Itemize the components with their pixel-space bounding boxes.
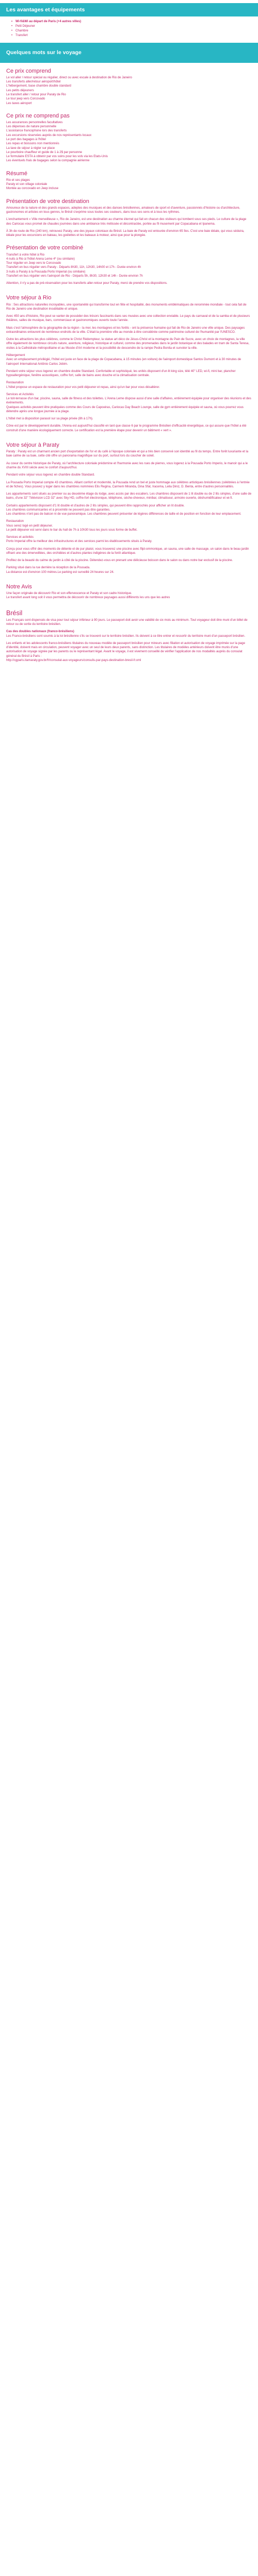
paragraph: Attention, il n'y a pas de pré-réservation pour les transferts aller-retour pour Paraty, merci de prendre vos dispositions. [6, 282, 168, 285]
paragraph: Restauration [6, 520, 24, 523]
section-heading: Présentation de votre combiné [6, 245, 84, 251]
section-heading: Ce prix ne comprend pas [6, 112, 70, 119]
paragraph: Le petit déjeuner est servi dans le bar du hall de 7h à 10h30 tous les jours sous forme de buffet. [6, 528, 138, 532]
paragraph: Avec 450 ans d'histoire, Rio peut se vanter de posséder des trésors fascinants dans ses musées avec une collection enviable. Le pays du carnaval et de la samba et de plusieurs théâtres, salles de musique, bars, commerciaux et gastronomiques ouverts toute l'année. [6, 315, 250, 323]
paragraph: Tour régulier en Jeep vers le Corcovado [6, 262, 61, 265]
paragraph: Le port des bagages à l'hôtel [6, 138, 46, 142]
paragraph: Les assurances personnelles facultatives [6, 121, 63, 124]
paragraph: Rio et ses plages [6, 178, 30, 182]
paragraph: La taxe de séjour à régler sur place [6, 146, 55, 150]
paragraph: Le transfert avant long soit il vous permettra de découvrir de nombreux paysages aussi différents les uns que les autres [6, 596, 170, 600]
paragraph: Une façon originale de découvrir Rio et son effervescence et Paraty et son cadre historique. [6, 592, 132, 596]
paragraph: Pendant votre séjour vous logerez en chambre double Standard. Confortable et sophistiqué, les unités disposent d'un lit king size, télé 40" LED, wi-fi, mini bar, plancher hypoallergénique, fenêtre acoustiques, coffre fort, salle de bains avec douche et la climatisation centrale. [6, 369, 236, 378]
trip-description [0, 68, 258, 663]
page [0, 0, 258, 663]
paragraph: 3 nuits à Paraty à la Pousada Porto Imperial (ou similaire) [6, 270, 86, 274]
paragraph: Transfert à votre hôtel à Rio [6, 253, 45, 257]
consulate-link[interactable]: http://cgparis.itamaraty.gov.br/fr/consulat-aux-voyageurs/consulis-par-pays-destination-bresil-fr.xml [6, 658, 141, 662]
paragraph: Les Français sont dispensés de visa pour tout séjour inférieur à 90 jours. Le passeport doit avoir une validité de six mois au minimum. Tout voyageur doit être muni d'un billet de retour ou de sortie du territoire brésilien. [6, 618, 248, 626]
spacer [6, 191, 252, 194]
section-heading: Présentation de votre destination [6, 198, 89, 205]
paragraph: Services et Activités [6, 393, 34, 396]
paragraph: Amoureux de la nature et des grands espaces, adeptes des musiques et des danses brésiliennes, amateurs de sport et d'aventure, passionnés d'histoire ou d'architecture, gastronomes et artistes en tous genres, le Brésil s'exprime sous toutes ses couleurs, dans tous ses sens et à tous les rythmes. [6, 206, 240, 214]
paragraph [6, 658, 252, 663]
paragraph: Les enfants et les adolescents franco-brésiliens titulaires du nouveau modèle de passeport brésilien pour mineurs avec filiation et autorisation de voyage imprimée sur la page d'identité, doivent mais en circulation, peuvent voyager avec un seul de leurs deux parents, sans distinction. Les titulaires de modèles antérieurs doivent être munis d'une autorisation de voyage signée par les parents ou le représentant légal. Avant le voyage, il est vivement conseillé de vérifier l'application de nos modalités auprès du consulat général du Brésil à Paris : [6, 641, 245, 658]
section-heading: Brésil [6, 609, 23, 617]
paragraph: Transfert en bus régulier vers Paraty - Départs 8h30, 11h, 12h30, 14h00 et 17h - Durée environ 4h [6, 266, 141, 269]
spacer [6, 238, 252, 241]
paragraph: Les chambres n'ont pas de balcon ni de vue panoramique. Les chambres peuvent présenter de légères différences de taille et de position en fonction de leur emplacement. [6, 513, 241, 516]
paragraph: Quelques activités peuvent être pratiquées comme des Cours de Capoeiras, Cariocas Day Beach Lounge, salle de gym entièrement équipée et sauna, où vous pourrez vous détendre après une longue journée à la plage. [6, 405, 244, 413]
paragraph: Hébergement [6, 354, 25, 357]
section-header-avantages [0, 3, 258, 16]
paragraph: Transfert en bus régulier vers l'aéroport de Rio - Départs 5h, 8h30, 12h30 et 14h - Durée environ 7h [6, 274, 143, 278]
bold-label: Cas des doubles nationaux (franco-brésiliens) [6, 630, 74, 634]
paragraph: Les appartements sont situés au premier ou au deuxième étage du lodge, avec accès par des escaliers. Les chambres disposent de 1 lit double ou de 2 lits simples, d'une salle de bains, d'une 32" Télévision LCD 32" avec Sky HD, coffre-fort électronique, téléphone, sèche-cheveux, minibar, climatiseur, armoire ouverte, déshumidificateur et wi-fi. [6, 493, 252, 500]
paragraph: 4 nuits à Rio à l'hôtel Arena Leme 4* (ou similaire) [6, 257, 75, 261]
paragraph: Le toit-terrasse d'un bar, piscine, sauna, salle de fitness et des toilettes. L'Arena Leme dispose aussi d'une salle d'affaires, entièrement équipée pour organiser des réunions et des événements. [6, 397, 251, 405]
paragraph: Les transferts aller/retour aéroport/hôtel [6, 80, 61, 84]
paragraph: Outre les attractions les plus célèbres, comme le Christ Rédempteur, la statue art déco de Jésus-Christ et la montagne du Pain de Sucre, avec un choix de montagnes, la ville offre également de nombreux circuits nature, aventure, religieux, historique et culturel, comme des promenades dans le jardin botanique et des balades en tram de Santa Teresa, visites à la Cathédrale métropolitaine et au Musée d'Art moderne et la possibilité de descendre de la rampe Pedra Bonita et survoler la ville. [6, 338, 250, 350]
paragraph: Conçu pour vous offrir des moments de détente et de pur plaisir, vous trouverez une piscine avec flipt-ommonique, un sauna, une salle de massage, un salon dans le beau jardin offrant une des émerveillées, des orchidées et d'autres plantes indigènes de la forêt atlantique. [6, 547, 249, 555]
paragraph: Les excursions réservées auprès de nos représentants locaux [6, 133, 92, 137]
section-header-voyage [0, 43, 258, 62]
paragraph: L'enchantement « Ville merveilleuse », Rio de Janeiro, est une destination au charme éternel qui fait en chacun des visiteurs qui tombent sous ses pieds. Le culture de la plage des Cariocas vous promet de chaudes journées dans une ambiance très métissée et décontractée, portée au fil musement par Copacabana et Ipanema. [6, 218, 247, 226]
paragraph: L'hôtel propose un espace de restauration pour vos petit déjeuner et repas, ainsi qu'un bar pour vous désaltérer. [6, 385, 160, 389]
paragraph: Le pourboire chauffeur et guide de 1 à 2$ par personne [6, 150, 82, 154]
list-item: • Wi-fi&Wi au départ de Paris (+4 autres villes) [11, 20, 258, 24]
paragraph: Porto Imperial offre la meilleur des infrastructures et des services parmi les établissements situés à Paraty. [6, 540, 152, 544]
paragraph: Les taxes aéroport [6, 101, 32, 105]
paragraph: Les chambres communicantes et à proximité ne peuvent pas être garanties. [6, 508, 110, 512]
paragraph: L'hébergement, base chambre double standard [6, 84, 71, 88]
paragraph: Restauration [6, 381, 24, 385]
paragraph: L'assistance francophone lors des transferts [6, 129, 67, 133]
paragraph: Les repas et boissons non mentionnés [6, 142, 59, 146]
paragraph: La Pousada Porto Imperial compte 43 chambres. Alliant confort et modernité, la Pousada rend un bel et juste hommage aux célèbres artistiques brésiliennes (célébrées à l'entrée et de fiches). Vous pouvez y loger dans les chambres nommées Elis Regina, Carmem Miranda, Dina Sfat, Iracema, Leila Diniz, D. Benta, entre d'autres personnalités. [6, 481, 250, 488]
spacer [6, 574, 252, 580]
spacer [6, 106, 252, 109]
paragraph: Paraty : Paraty est un charmant ancien port d'exportation de l'or et du café à l'époque coloniale et qui a très bien conservé son identité au fil du temps. Entre forêt luxuriante et la baie calme de sa baie, cette cité offre un panorama magnifique sur du port, surtout lors du coucher de soleil. [6, 450, 249, 458]
paragraph: L'hôtel met à disposition parasol sur sa plage privée (8h à 17h). [6, 417, 93, 421]
section-title: Quelques mots sur le voyage [6, 49, 82, 56]
paragraph: Parking situé dans la rue derrière la réception de la Pousada. [6, 566, 90, 570]
spacer [6, 433, 252, 438]
section-heading: Notre Avis [6, 584, 32, 590]
list-item: • Transfert [11, 33, 258, 38]
section-heading: Résumé [6, 170, 27, 177]
paragraph: Les petits déjeuners [6, 89, 34, 92]
paragraph: Les éventuels frais de bagages selon la compagnie aérienne [6, 159, 90, 163]
paragraph: Au coeur du centre historique de Paraty, où l'architecture coloniale prédomine et l'harmonie avec les rues de pierres, vous logerez à la Pousada Porto Imperio, le manoir qui a le charme du XVIII siècle avec le confort d'aujourd'hui. [6, 462, 248, 469]
paragraph: Paraty et son village coloniale [6, 183, 47, 187]
spacer [6, 285, 252, 291]
list-item: • Petit Déjeuner [11, 24, 258, 29]
section-heading: Votre séjour à Paraty [6, 442, 59, 448]
paragraph: Le tour jeep vers Corcovado [6, 97, 45, 101]
paragraph: Pendant votre séjour vous logerez en chambre double Standard. [6, 473, 95, 477]
paragraph: Rio : Ses attractions naturelles incroyables, une spontanéité qui transforme tout en fête et hospitalité, des monuments emblématiques de renommée mondiale - tout cela fait de Rio de Janeiro une destination inoubliable et unique. [6, 303, 247, 311]
paragraph: Avec un emplacement privilégié, l'hôtel est juste en face de la plage de Copacabana, à 15 minutes (en voiture) de l'aéroport domestique Santos Dumont et à 30 minutes de l'aéroport International Antônio Carlos Jobim. [6, 358, 241, 366]
paragraph: À 3h de route de Rio (240 km), retrouvez Paraty, une des joyaux coloniaux du Brésil. La baie de Paraty est entourée d'environ 65 îles. C'est une baie idéale, qui vous séduira, idéale pour les excursions en bateau, les goélettes et les bateaux à moteur, ainsi que pour la plongée. [6, 229, 245, 238]
spacer [6, 163, 252, 166]
paragraph: Montée au corcovado en Jeep incluse [6, 187, 59, 191]
paragraph: Mais c'est l'atmosphère de la géographie de la région - la mer, les montagnes et les forêts - ont la présence humaine qui fait de Rio de Janeiro une ville unique. Des paysages extraordinaires entourent de nombreux endroits de la ville. C'était la première ville au monde à être considérée comme patrimoine culturel de l'humanité par l'UNESCO. [6, 326, 245, 334]
paragraph: Les Franco-brésiliens sont soumis à la loi brésilienne s'ils se trouvent sur le territoire brésilien. Ils doivent à ce titre entrer et ressortir du territoire muni d'un passeport brésilien. [6, 634, 246, 638]
equipment-list [11, 20, 258, 38]
spacer [6, 600, 252, 605]
paragraph: Le transfert aller / retour pour Paraty de Rio [6, 93, 66, 96]
paragraph: Services et activités [6, 536, 34, 539]
paragraph: La distance est d'environ 100 mètres.Le parking est surveillé 24 heures sur 24. [6, 570, 115, 574]
section-heading: Ce prix comprend [6, 67, 51, 74]
paragraph: Les dépenses de nature personnelle [6, 125, 57, 129]
list-item: • Chambre [11, 29, 258, 33]
paragraph: Le formulaire ESTA à obtenir par vos soins pour les vols via les Etats-Unis [6, 155, 108, 159]
section-title: Les avantages et équipements [6, 7, 85, 13]
paragraph: Cône est par le développement durable, l'Arena est aujourd'hui classifié en tant que classe 6 par le programme Brésilien d'efficacité énergétique, ce qui assure que l'hôtel a été construit d'une manière écologiquement correcte. Le certification est la première étape pour devenir un bâtiment « vert ». [6, 425, 247, 432]
section-heading: Votre séjour à Rio [6, 295, 52, 301]
paragraph: Certains appartements disposent d'1 lit double et d'autres de 2 lits simples, qui peuvent être rapprochés pour afficher un lit double. [6, 504, 185, 507]
paragraph [6, 630, 252, 634]
paragraph: Profitez de la beauté du calme du jardin à côté de la piscine. Détendez-vous en prenant une délicieuse boisson dans le salon ou dans notre bar exclusif de la piscine. [6, 559, 233, 563]
paragraph: Le vol aller / retour spécial ou régulier, direct ou avec escale à destination de Rio de Janeiro [6, 76, 132, 79]
paragraph: Vous serez logé en petit déjeuner. [6, 524, 53, 528]
